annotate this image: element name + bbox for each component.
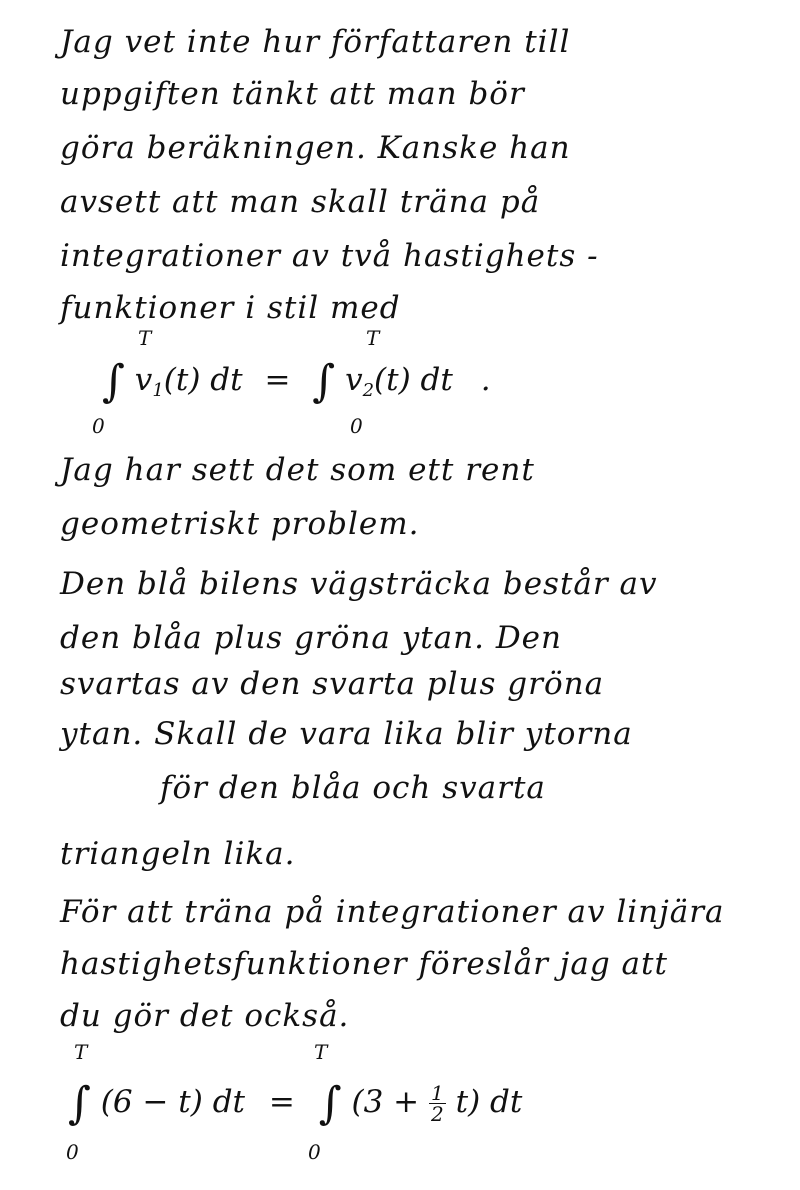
fraction-numerator: 1 bbox=[431, 1081, 444, 1105]
text-line-17: du gör det också. bbox=[60, 998, 350, 1034]
integral-lower-limit: 0 bbox=[350, 414, 363, 438]
text-line-9: Den blå bilens vägsträcka består av bbox=[60, 566, 658, 602]
text-line-7: Jag har sett det som ett rent bbox=[60, 452, 535, 488]
integral-upper-limit: T bbox=[138, 326, 152, 350]
integrand-rhs-start: (3 + bbox=[351, 1084, 420, 1120]
text-line-6: funktioner i stil med bbox=[60, 290, 401, 326]
text-line-12: ytan. Skall de vara lika blir ytorna bbox=[60, 716, 633, 752]
integral-sign: ∫ bbox=[68, 1078, 91, 1129]
text-line-15: För att träna på integrationer av linjära bbox=[60, 894, 725, 930]
integrand-rhs-end: t) dt bbox=[455, 1084, 523, 1120]
integral-upper-limit: T bbox=[366, 326, 380, 350]
text-line-11: svartas av den svarta plus gröna bbox=[60, 666, 605, 702]
integral-lhs bbox=[102, 356, 491, 407]
integrand-rest: (t) dt bbox=[374, 362, 453, 398]
text-line-13: för den blåa och svarta bbox=[160, 770, 546, 806]
velocity-symbol: v bbox=[134, 362, 153, 398]
integral-sign: ∫ bbox=[102, 356, 125, 407]
integral-sign: ∫ bbox=[312, 356, 336, 407]
integral-upper-limit: T bbox=[74, 1040, 88, 1064]
integral-lower-limit: 0 bbox=[308, 1140, 321, 1164]
integral-lower-limit: 0 bbox=[92, 414, 105, 438]
integrand-lhs: (6 − t) dt bbox=[100, 1084, 246, 1120]
velocity-subscript: 1 bbox=[152, 380, 164, 401]
fraction-denominator: 2 bbox=[431, 1102, 444, 1126]
text-line-14: triangeln lika. bbox=[60, 836, 296, 872]
text-line-2: uppgiften tänkt att man bör bbox=[60, 76, 525, 112]
text-line-5: integrationer av två hastighets - bbox=[60, 238, 599, 274]
text-line-4: avsett att man skall träna på bbox=[60, 184, 541, 220]
integrand-rest: (t) dt bbox=[163, 362, 243, 398]
text-line-16: hastighetsfunktioner föreslår jag att bbox=[60, 946, 668, 982]
text-line-10: den blåa plus gröna ytan. Den bbox=[60, 620, 562, 656]
fraction-one-half bbox=[429, 1083, 446, 1124]
period: . bbox=[480, 362, 491, 398]
equals-sign: = bbox=[264, 362, 291, 398]
velocity-subscript: 2 bbox=[362, 380, 375, 401]
text-line-3: göra beräkningen. Kanske han bbox=[60, 130, 571, 166]
equals-sign: = bbox=[268, 1084, 295, 1120]
integral-sign: ∫ bbox=[318, 1078, 342, 1129]
text-line-1: Jag vet inte hur författaren till bbox=[60, 24, 571, 60]
integral-upper-limit: T bbox=[314, 1040, 328, 1064]
integral-expression bbox=[68, 1078, 522, 1129]
velocity-symbol: v bbox=[345, 362, 363, 398]
text-line-8: geometriskt problem. bbox=[60, 506, 420, 542]
integral-lower-limit: 0 bbox=[66, 1140, 79, 1164]
